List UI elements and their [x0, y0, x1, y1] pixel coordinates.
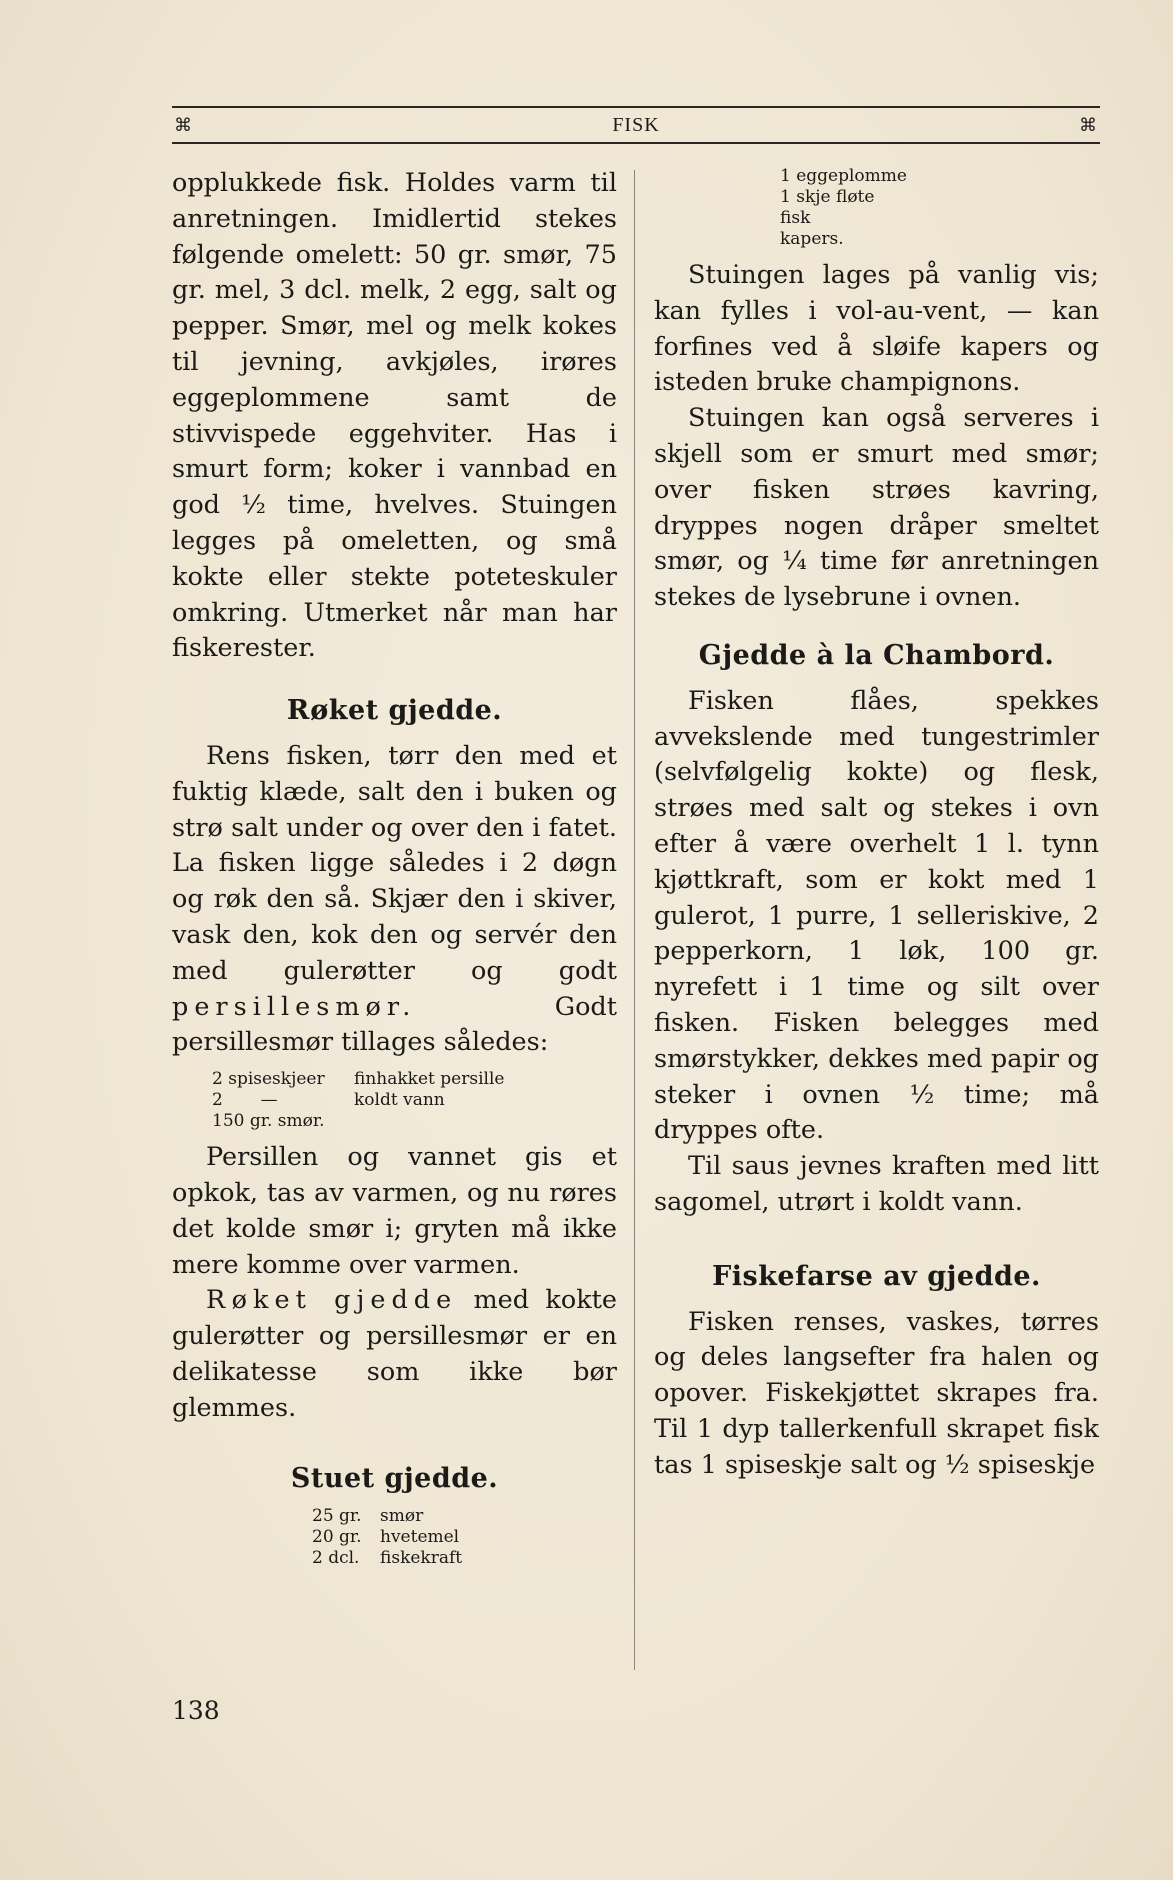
- paragraph-fiskefarse: Fisken renses, vaskes, tørres og deles langsefter fra halen og opover. Fiskekjøttet skrapes fra. Til 1 dyp tallerkenfull skrapet fisk tas 1 spiseskje salt og ½ spiseskje: [654, 1306, 1099, 1480]
- ingredient-item: fiskekraft: [380, 1548, 463, 1569]
- ingredient-item: smør: [380, 1506, 424, 1527]
- right-column: [654, 166, 1099, 1484]
- column-divider: [634, 170, 635, 1670]
- ingredient-item: hvetemel: [380, 1527, 460, 1548]
- ingredient-list-stuing: [654, 166, 1099, 250]
- paragraph-roket-gjedde: [172, 739, 617, 1061]
- paragraph-stuingen-lages: Stuingen lages på vanlig vis; kan fylles i vol-au-vent, — kan forfines ved å sløife kapers og isteden bruke champignons.: [654, 260, 1099, 398]
- ingredient-quantity: 25 gr.: [312, 1506, 362, 1527]
- ingredient-row: [212, 1069, 617, 1090]
- header-ornament-right: ⌘: [1078, 114, 1098, 135]
- text-segment: med kokte gulerøtter og persillesmør er en delikatesse som ikke bør glemmes.: [172, 1285, 617, 1423]
- ingredient-item: kapers.: [780, 229, 844, 249]
- ingredient-row: [212, 1090, 617, 1111]
- paragraph-roket-gjedde-serving: [172, 1283, 617, 1426]
- paragraph-chambord: Fisken flåes, spekkes avvekslende med tungestrimler (selvfølgelig kokte) og flesk, strøes med salt og stekes i ovn efter å være overhelt 1 l. tynn kjøttkraft, som er kokt med 1 gulerot, 1 purre, 1 selleriskive, 2 pepperkorn, 1 løk, 100 gr. nyrefett i 1 time og silt over fisken. Fisken belegges med smørstykker, dekkes med papir og steker i ovnen ½ time; må dryppes ofte.: [654, 685, 1099, 1146]
- ingredient-quantity: 2 dcl.: [312, 1548, 360, 1569]
- ingredient-item: fisk: [780, 208, 811, 228]
- header-ornament-left: ⌘: [174, 114, 193, 135]
- ingredient-list-persillesmor: [172, 1069, 617, 1132]
- spaced-words-roket-gjedde: Røket gjedde: [206, 1285, 458, 1316]
- text-segment: Godt persillesmør tillages således:: [172, 991, 617, 1058]
- header-title: FISK: [612, 113, 660, 136]
- ingredient-row: [312, 1506, 617, 1527]
- ingredient-item: 1 eggeplomme: [780, 166, 907, 186]
- spaced-word-persillesmor: persillesmør.: [172, 991, 417, 1022]
- ingredient-list-stuet: [172, 1506, 617, 1569]
- heading-roket-gjedde: Røket gjedde.: [286, 695, 503, 727]
- ingredient-quantity: 2 —: [212, 1090, 278, 1111]
- ingredient-row: [312, 1548, 617, 1569]
- running-header: [172, 106, 1100, 144]
- heading-stuet-gjedde: Stuet gjedde.: [290, 1462, 499, 1494]
- text-segment: Rens fisken, tørr den med et fuktig klæde, salt den i buken og strø salt under og over den i fatet. La fisken ligge således i 2 døgn og røk den så. Skjær den i skiver, vask den, kok den og servér den med gulerøtter og godt: [172, 740, 617, 986]
- page-number: 138: [172, 1696, 220, 1725]
- ingredient-quantity: 2 spiseskjeer: [212, 1069, 325, 1090]
- ingredient-quantity: 150 gr. smør.: [212, 1111, 325, 1132]
- paragraph-saus: Til saus jevnes kraften med litt sagomel, utrørt i koldt vann.: [654, 1151, 1099, 1217]
- ingredient-item: 1 skje fløte: [780, 187, 875, 207]
- paragraph-omelett: opplukkede fisk. Holdes varm til anretningen. Imidlertid stekes følgende omelett: 50 gr. smør, 75 gr. mel, 3 dcl. melk, 2 egg, salt og pepper. Smør, mel og melk kokes til jevning, avkjøles, irøres eggeplommene samt de stivvispede eggehviter. Has i smurt form; koker i vannbad en god ½ time, hvelves. Stuingen legges på omeletten, og små kokte eller stekte poteteskuler omkring. Utmerket når man har fiskerester.: [172, 168, 617, 664]
- heading-chambord: Gjedde à la Chambord.: [698, 639, 1055, 671]
- ingredient-quantity: 20 gr.: [312, 1527, 362, 1548]
- ingredient-item: koldt vann: [354, 1090, 445, 1111]
- left-column: [172, 166, 617, 1577]
- ingredient-row: [212, 1111, 617, 1132]
- paragraph-persillen: Persillen og vannet gis et opkok, tas av varmen, og nu røres det kolde smør i; gryten må ikke mere komme over varmen.: [172, 1142, 617, 1280]
- heading-fiskefarse: Fiskefarse av gjedde.: [712, 1260, 1041, 1292]
- ingredient-item: finhakket persille: [354, 1069, 505, 1090]
- paragraph-stuingen-serveres: Stuingen kan også serveres i skjell som er smurt med smør; over fisken strøes kavring, dryppes nogen dråper smeltet smør, og ¼ time før anretningen stekes de lysebrune i ovnen.: [654, 403, 1099, 613]
- ingredient-row: [312, 1527, 617, 1548]
